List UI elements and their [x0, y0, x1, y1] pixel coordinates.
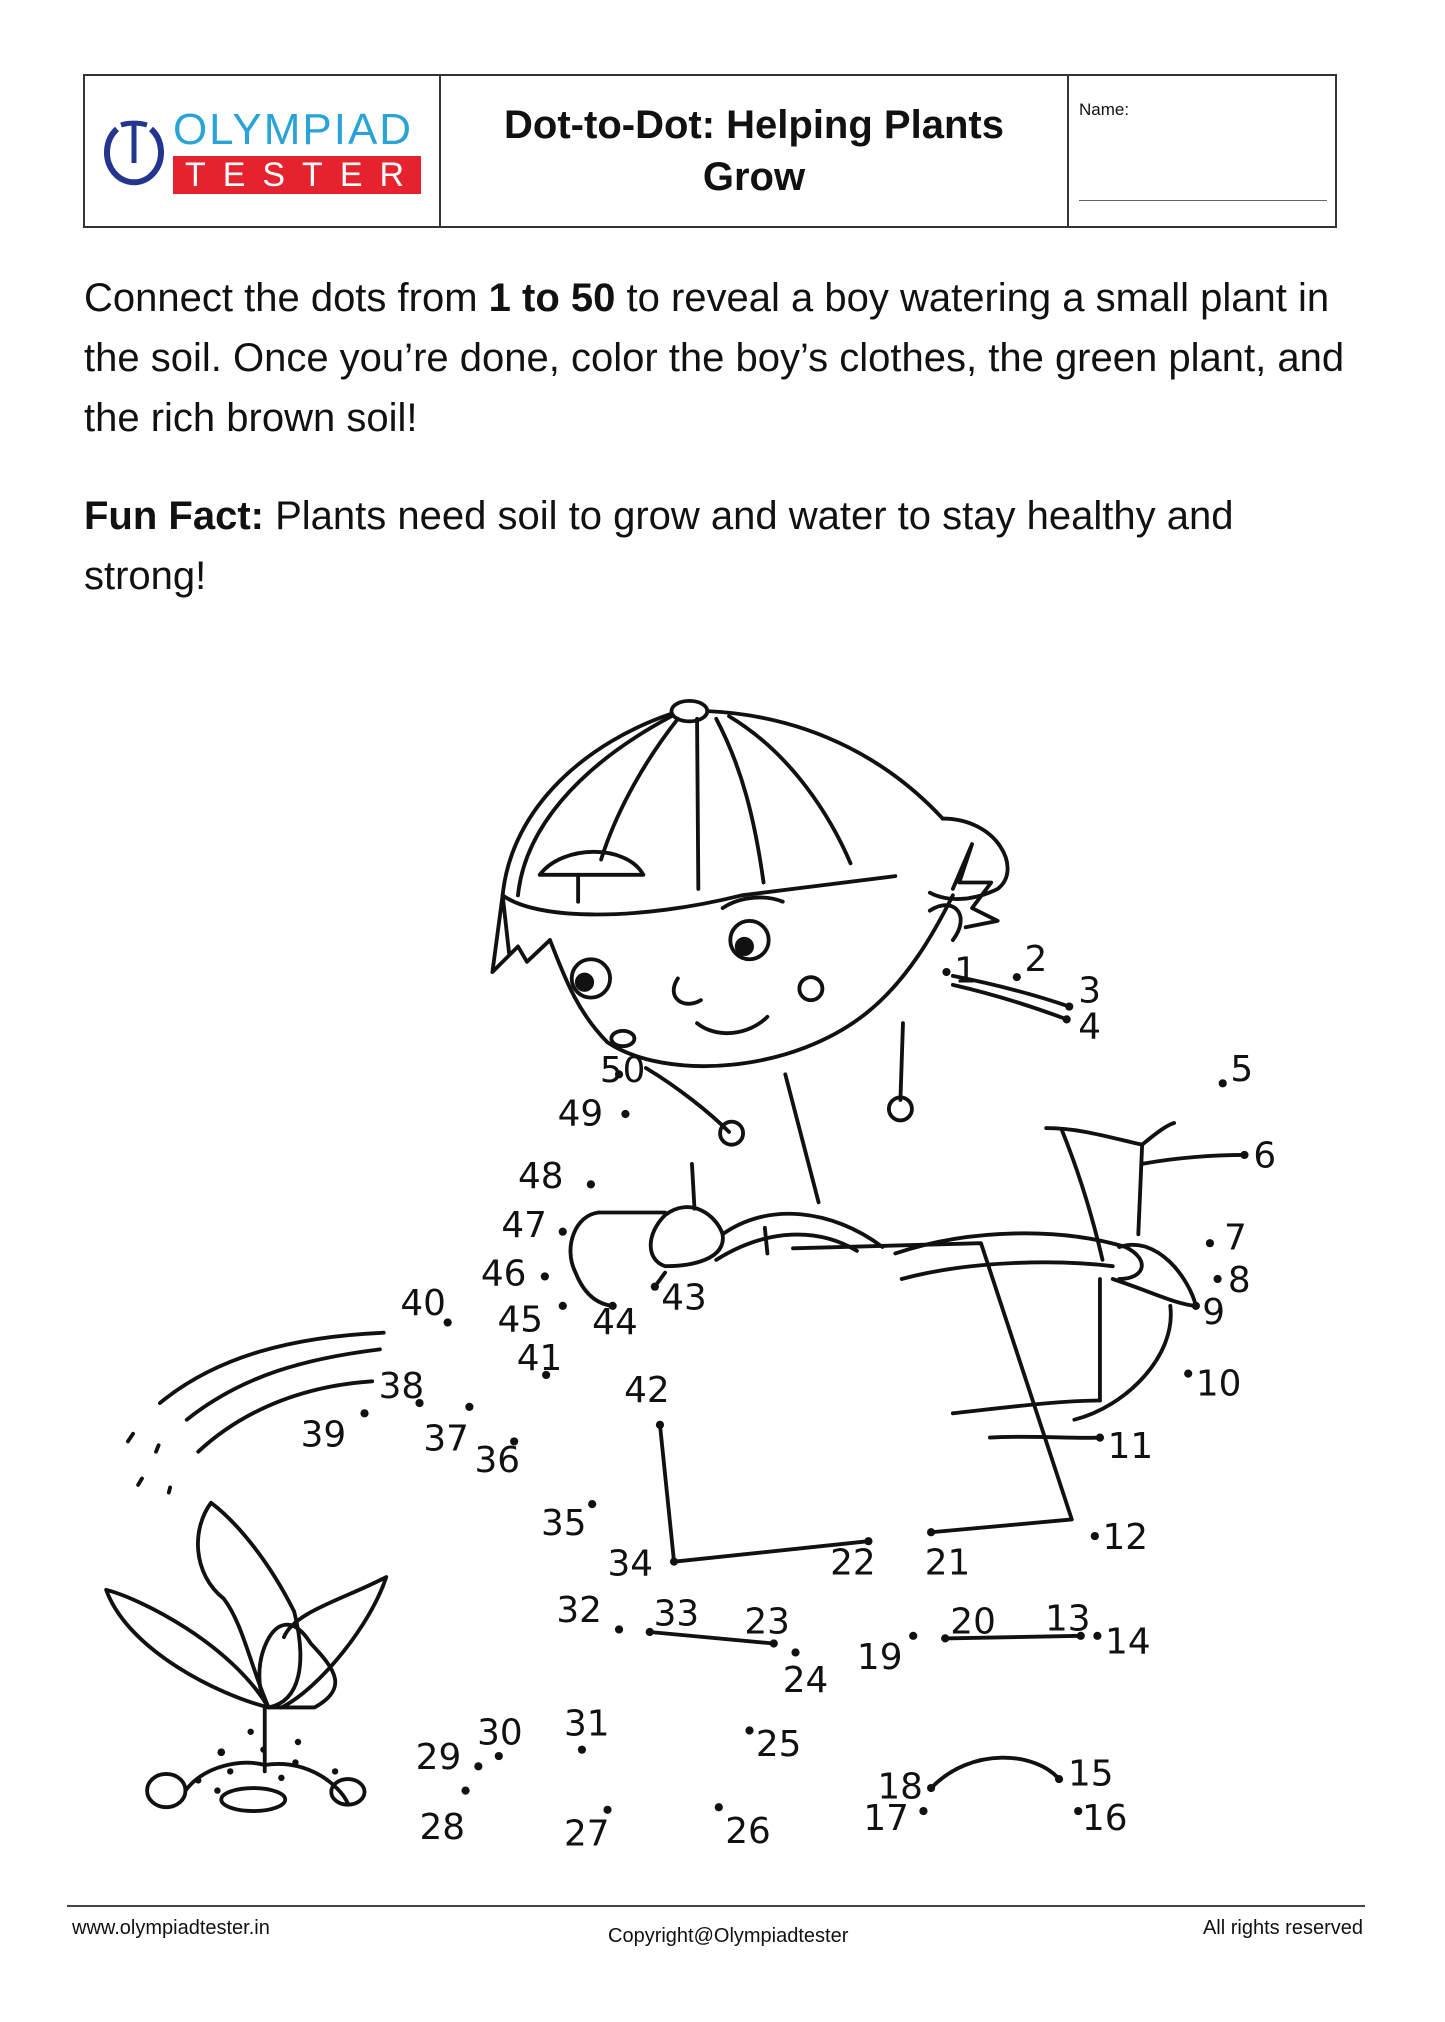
dot-number-label: 19	[856, 1637, 903, 1679]
dot-5[interactable]	[1219, 1049, 1254, 1090]
dot-number-label: 46	[480, 1253, 527, 1295]
dot-number-label: 21	[924, 1542, 971, 1584]
dot-marker[interactable]	[927, 1528, 935, 1536]
dot-28[interactable]	[420, 1787, 470, 1849]
dot-number-label: 23	[744, 1601, 790, 1643]
dot-marker[interactable]	[1214, 1275, 1222, 1283]
instruction-text-prefix: Connect the dots from	[84, 276, 489, 320]
instruction-text-suffix: to reveal a boy watering a small plant in the soil. Once you’re done, color the boy’s clothes, the green plant, and the rich brown soil!	[84, 276, 1345, 440]
dot-20[interactable]	[941, 1601, 996, 1642]
dot-marker[interactable]	[1219, 1079, 1227, 1087]
footer-website[interactable]: www.olympiadtester.in	[72, 1917, 270, 1939]
dot-40[interactable]	[400, 1283, 451, 1327]
dot-marker[interactable]	[909, 1632, 917, 1640]
footer-divider	[67, 1905, 1365, 1907]
dot-marker[interactable]	[621, 1110, 629, 1118]
dot-marker[interactable]	[1065, 1002, 1073, 1010]
logo-wordmark-tester: TESTER	[173, 156, 421, 194]
dot-number-label: 16	[1082, 1798, 1128, 1840]
dot-46[interactable]	[481, 1253, 549, 1294]
dot-26[interactable]	[715, 1803, 771, 1852]
dot-number-label: 30	[477, 1712, 523, 1754]
dot-7[interactable]	[1206, 1218, 1247, 1259]
dot-marker[interactable]	[578, 1746, 586, 1754]
dot-number-label: 35	[541, 1502, 587, 1544]
dot-36[interactable]	[475, 1437, 521, 1481]
footer-rights: All rights reserved	[1202, 1917, 1363, 1939]
dot-15[interactable]	[1055, 1753, 1114, 1794]
dot-49[interactable]	[558, 1094, 630, 1135]
dot-18[interactable]	[877, 1766, 935, 1807]
dot-number-label: 8	[1227, 1259, 1251, 1301]
dot-number-label: 34	[607, 1543, 654, 1585]
dot-number-label: 14	[1105, 1621, 1151, 1663]
dot-29[interactable]	[416, 1737, 483, 1778]
dot-marker[interactable]	[465, 1403, 473, 1411]
dot-marker[interactable]	[587, 1180, 595, 1188]
dot-38[interactable]	[379, 1366, 425, 1407]
dot-number-label: 50	[599, 1050, 646, 1092]
dot-number-label: 24	[782, 1660, 829, 1702]
dot-6[interactable]	[1240, 1136, 1276, 1177]
dot-number-label: 25	[755, 1724, 802, 1766]
water-stream-drawing	[128, 1333, 384, 1493]
fun-fact-text: Plants need soil to grow and water to stay healthy and strong!	[84, 494, 1234, 598]
dot-42[interactable]	[624, 1370, 670, 1429]
dot-24[interactable]	[783, 1648, 829, 1701]
dot-marker[interactable]	[942, 968, 950, 976]
dot-number-label: 31	[564, 1703, 610, 1745]
worksheet-title: Dot-to-Dot: Helping Plants Grow	[504, 103, 1004, 199]
dot-marker[interactable]	[559, 1228, 567, 1236]
dot-marker[interactable]	[1055, 1775, 1063, 1783]
dot-number-label: 11	[1107, 1426, 1154, 1468]
dot-marker[interactable]	[474, 1762, 482, 1770]
dot-number-label: 37	[423, 1418, 469, 1460]
dot-37[interactable]	[423, 1403, 473, 1460]
dot-marker[interactable]	[615, 1625, 623, 1633]
dot-48[interactable]	[518, 1156, 595, 1197]
dot-number-label: 36	[474, 1440, 521, 1482]
dot-39[interactable]	[301, 1409, 369, 1455]
dot-marker[interactable]	[1206, 1239, 1214, 1247]
dot-number-label: 22	[830, 1542, 876, 1584]
dot-11[interactable]	[1096, 1426, 1153, 1467]
footer-copyright: Copyright@Olympiadtester	[608, 1925, 849, 1947]
dot-number-label: 4	[1078, 1006, 1101, 1048]
dot-50[interactable]	[600, 1050, 646, 1091]
numbered-dots	[301, 939, 1277, 1855]
dot-number-label: 38	[378, 1365, 425, 1407]
dot-number-label: 15	[1067, 1753, 1114, 1795]
boy-body-drawing	[570, 976, 1244, 1420]
watering-can-drawing	[660, 1243, 1100, 1561]
dot-number-label: 39	[300, 1414, 347, 1456]
dot-13[interactable]	[1045, 1599, 1091, 1640]
dot-marker[interactable]	[656, 1421, 664, 1429]
dot-marker[interactable]	[360, 1409, 368, 1417]
dot-marker[interactable]	[715, 1803, 723, 1811]
dot-number-label: 9	[1202, 1291, 1226, 1333]
dot-34[interactable]	[608, 1544, 679, 1585]
dot-marker[interactable]	[1013, 973, 1021, 981]
dot-marker[interactable]	[927, 1784, 935, 1792]
dot-25[interactable]	[745, 1724, 801, 1765]
dot-marker[interactable]	[541, 1272, 549, 1280]
dot-number-label: 18	[877, 1766, 923, 1808]
dot-marker[interactable]	[559, 1302, 567, 1310]
dot-9[interactable]	[1192, 1292, 1225, 1333]
dot-4[interactable]	[1063, 1007, 1101, 1048]
dot-marker[interactable]	[1184, 1370, 1192, 1378]
plant-drawing	[106, 1503, 386, 1811]
dot-number-label: 44	[592, 1301, 638, 1343]
dot-number-label: 13	[1044, 1598, 1091, 1640]
dot-number-label: 29	[415, 1736, 462, 1778]
dot-number-label: 5	[1230, 1048, 1254, 1090]
dot-range: 1 to 50	[488, 276, 616, 320]
cap-drawing	[503, 701, 1008, 915]
dot-number-label: 33	[653, 1593, 700, 1635]
dot-number-label: 20	[950, 1601, 996, 1643]
dot-35[interactable]	[541, 1500, 596, 1544]
dot-number-label: 27	[564, 1813, 610, 1855]
dot-44[interactable]	[592, 1302, 638, 1343]
dot-number-label: 32	[556, 1589, 602, 1631]
dot-number-label: 40	[400, 1282, 446, 1324]
dot-1[interactable]	[942, 950, 977, 991]
dot-number-label: 48	[517, 1156, 564, 1198]
dot-number-label: 41	[516, 1337, 563, 1379]
dot-number-label: 3	[1078, 970, 1101, 1012]
dot-marker[interactable]	[941, 1634, 949, 1642]
dot-41[interactable]	[517, 1338, 563, 1379]
dot-number-label: 49	[557, 1093, 604, 1135]
dot-30[interactable]	[477, 1713, 523, 1761]
dot-10[interactable]	[1184, 1363, 1241, 1404]
dot-number-label: 17	[863, 1798, 909, 1840]
dot-marker[interactable]	[791, 1648, 799, 1656]
dot-number-label: 45	[497, 1299, 544, 1341]
dot-marker[interactable]	[588, 1500, 596, 1508]
dot-number-label: 12	[1102, 1516, 1149, 1558]
dot-marker[interactable]	[1063, 1015, 1071, 1023]
dot-marker[interactable]	[1192, 1302, 1200, 1310]
logo-wordmark-olympiad: OLYMPIAD	[172, 105, 414, 154]
dot-14[interactable]	[1093, 1622, 1150, 1663]
dot-23[interactable]	[744, 1601, 790, 1647]
dot-32[interactable]	[556, 1590, 623, 1634]
dot-21[interactable]	[925, 1528, 971, 1583]
dot-19[interactable]	[857, 1632, 917, 1678]
dot-marker[interactable]	[670, 1558, 678, 1566]
dot-marker[interactable]	[1240, 1151, 1248, 1159]
dot-marker[interactable]	[461, 1787, 469, 1795]
dot-marker[interactable]	[919, 1807, 927, 1815]
dot-45[interactable]	[498, 1299, 567, 1340]
boy-face-drawing	[492, 844, 997, 1066]
dot-number-label: 47	[501, 1204, 547, 1246]
dot-47[interactable]	[501, 1205, 566, 1246]
dot-16[interactable]	[1074, 1798, 1127, 1839]
dot-number-label: 42	[624, 1369, 670, 1411]
dot-number-label: 10	[1195, 1363, 1242, 1405]
dot-27[interactable]	[564, 1806, 612, 1855]
dot-number-label: 28	[419, 1807, 466, 1849]
name-label: Name:	[1079, 100, 1130, 119]
dot-12[interactable]	[1091, 1517, 1148, 1558]
dot-number-label: 2	[1024, 938, 1048, 980]
dot-number-label: 1	[954, 950, 977, 992]
dot-2[interactable]	[1013, 939, 1048, 981]
dot-number-label: 43	[661, 1277, 707, 1319]
dot-31[interactable]	[564, 1704, 610, 1754]
dot-number-label: 6	[1253, 1135, 1277, 1177]
dot-number-label: 7	[1224, 1217, 1247, 1259]
dot-22[interactable]	[830, 1537, 876, 1583]
dot-marker[interactable]	[1093, 1632, 1101, 1640]
dot-marker[interactable]	[1096, 1434, 1104, 1442]
dot-marker[interactable]	[651, 1283, 659, 1291]
dot-marker[interactable]	[1091, 1532, 1099, 1540]
dot-marker[interactable]	[745, 1726, 753, 1734]
dot-33[interactable]	[646, 1594, 699, 1636]
fun-fact-label: Fun Fact:	[84, 494, 264, 538]
dot-number-label: 26	[725, 1811, 771, 1853]
